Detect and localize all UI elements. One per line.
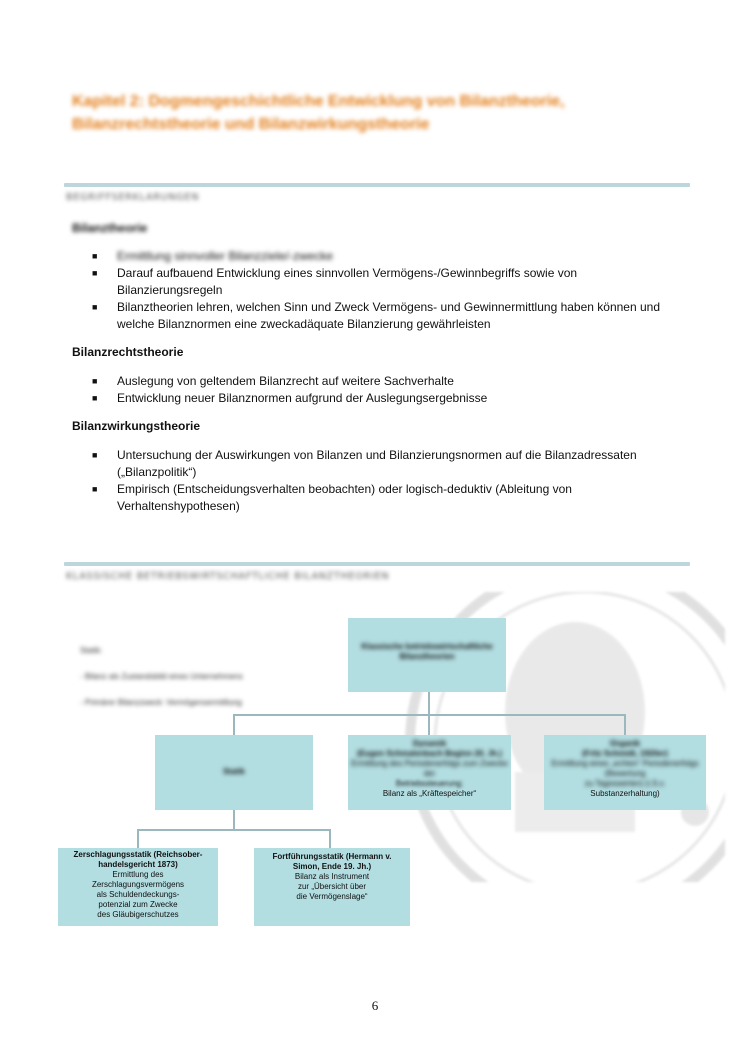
connector-line bbox=[428, 692, 430, 715]
diagram-node-dynamik bbox=[348, 735, 511, 810]
diagram-node-statik bbox=[155, 735, 313, 810]
node-body-line: Ermittlung eines „echten“ Periodenerfolgs (Bewertung bbox=[551, 759, 699, 778]
page-number: 6 bbox=[371, 998, 379, 1013]
node-body-line: Betriebssteuerung; bbox=[395, 779, 464, 788]
connector-line bbox=[137, 829, 330, 831]
section-heading-begriffe: BEGRIFFSERKLÄRUNGEN bbox=[66, 192, 200, 203]
bullet-text: Darauf aufbauend Entwicklung eines sinnvollen Vermögens-/Gewinnbegriffs sowie von Bilanzierungsregeln bbox=[117, 266, 578, 297]
node-title: Zerschlagungsstatik (Reichsober-handelsgericht 1873) bbox=[73, 850, 203, 869]
node-subtitle: (Eugen Schmalenbach Beginn 20. Jh.) bbox=[357, 749, 502, 758]
bullet-text: Auslegung von geltendem Bilanzrecht auf weitere Sachverhalte bbox=[117, 374, 454, 388]
diagram-node-root bbox=[348, 618, 506, 692]
node-body-line: als Schuldendeckungs- bbox=[96, 890, 180, 899]
node-body-line: zu Tageswerten) (i.S.v. bbox=[584, 779, 666, 788]
node-body-line: die Vermögenslage“ bbox=[296, 892, 368, 901]
node-title: Klassische betriebswirtschaftliche Bilanztheorien bbox=[361, 642, 493, 661]
chapter-title: Kapitel 2: Dogmengeschichtliche Entwicklung von Bilanztheorie, Bilanzrechtstheorie und Bilanzwirkungstheorie bbox=[72, 93, 565, 133]
node-title: Statik bbox=[223, 767, 245, 776]
bullet-icon: ■ bbox=[92, 251, 98, 261]
bullet-icon: ■ bbox=[92, 450, 98, 460]
bullet-text: Empirisch (Entscheidungsverhalten beobachten) oder logisch-deduktiv (Ableitung von Verhaltenshypothesen) bbox=[117, 482, 572, 513]
diagram-notes bbox=[80, 638, 243, 716]
node-body-line: Bilanz als Instrument bbox=[294, 872, 370, 881]
node-body-line: Substanzerhaltung) bbox=[590, 789, 660, 798]
section-heading-klassische: KLASSISCHE BETRIEBSWIRTSCHAFTLICHE BILANZTHEORIEN bbox=[66, 571, 390, 582]
list-item bbox=[92, 299, 682, 333]
bullet-text: Untersuchung der Auswirkungen von Bilanzen und Bilanzierungsnormen auf die Bilanzadressaten („Bilanzpolitik“) bbox=[117, 448, 637, 479]
list-item bbox=[92, 373, 682, 390]
connector-line bbox=[137, 829, 139, 849]
topic-heading-bilanztheorie: Bilanztheorie bbox=[72, 221, 148, 235]
bullet-icon: ■ bbox=[92, 393, 98, 403]
bullet-icon: ■ bbox=[92, 484, 98, 494]
list-item bbox=[92, 248, 682, 265]
connector-line bbox=[329, 829, 331, 849]
list-item bbox=[92, 447, 682, 481]
bullet-icon: ■ bbox=[92, 302, 98, 312]
node-body-line: Ermittlung des bbox=[112, 870, 164, 879]
topic-heading-bilanzwirkungstheorie: Bilanzwirkungstheorie bbox=[72, 419, 201, 433]
section-divider bbox=[64, 183, 690, 187]
bullet-text: Ermittlung sinnvoller Bilanzziele/-zwecke bbox=[117, 249, 334, 263]
diagram-node-zerschlagungsstatik bbox=[58, 848, 218, 926]
bullet-list-bilanzwirkungstheorie bbox=[92, 447, 682, 515]
node-body-line: Ermittlung des Periodenerfolgs zum Zwecke der bbox=[351, 759, 508, 778]
bullet-icon: ■ bbox=[92, 376, 98, 386]
node-body-line: potenzial zum Zwecke bbox=[98, 900, 178, 909]
node-body-line: des Gläubigerschutzes bbox=[97, 910, 179, 919]
node-title: Dynamik bbox=[412, 739, 447, 748]
bullet-text: Bilanztheorien lehren, welchen Sinn und Zweck Vermögens- und Gewinnermittlung haben können und welche Bilanznormen eine zweckadäquate Bilanzierung gewährleisten bbox=[117, 300, 661, 331]
notes-line: - Bilanz als Zustandsbild eines Unternehmens bbox=[80, 672, 243, 681]
bullet-icon: ■ bbox=[92, 268, 98, 278]
diagram-node-organik bbox=[544, 735, 706, 810]
node-subtitle: (Fritz Schmidt, 1920er) bbox=[582, 749, 668, 758]
notes-line: Statik: bbox=[80, 646, 103, 655]
connector-line bbox=[233, 714, 235, 736]
node-title: Organik bbox=[609, 739, 641, 748]
node-title: Fortführungsstatik (Hermann v. Simon, Ende 19. Jh.) bbox=[272, 852, 392, 871]
notes-line: - Primärer Bilanzzweck: Vermögensermittlung bbox=[80, 698, 242, 707]
node-body-line: zur „Übersicht über bbox=[297, 882, 367, 891]
section-divider bbox=[64, 562, 690, 566]
bullet-text: Entwicklung neuer Bilanznormen aufgrund der Auslegungsergebnisse bbox=[117, 391, 488, 405]
connector-line bbox=[428, 714, 430, 736]
node-body-line: Bilanz als „Kräftespeicher“ bbox=[382, 789, 477, 798]
list-item bbox=[92, 481, 682, 515]
list-item bbox=[92, 390, 682, 407]
topic-heading-bilanzrechtstheorie: Bilanzrechtstheorie bbox=[72, 345, 184, 359]
connector-line bbox=[624, 714, 626, 736]
bullet-list-bilanzrechtstheorie bbox=[92, 373, 682, 407]
bullet-list-bilanztheorie bbox=[92, 248, 682, 333]
diagram-node-fortfuehrungsstatik bbox=[254, 848, 410, 926]
connector-line bbox=[233, 810, 235, 830]
list-item bbox=[92, 265, 682, 299]
node-body-line: Zerschlagungsvermögens bbox=[91, 880, 185, 889]
